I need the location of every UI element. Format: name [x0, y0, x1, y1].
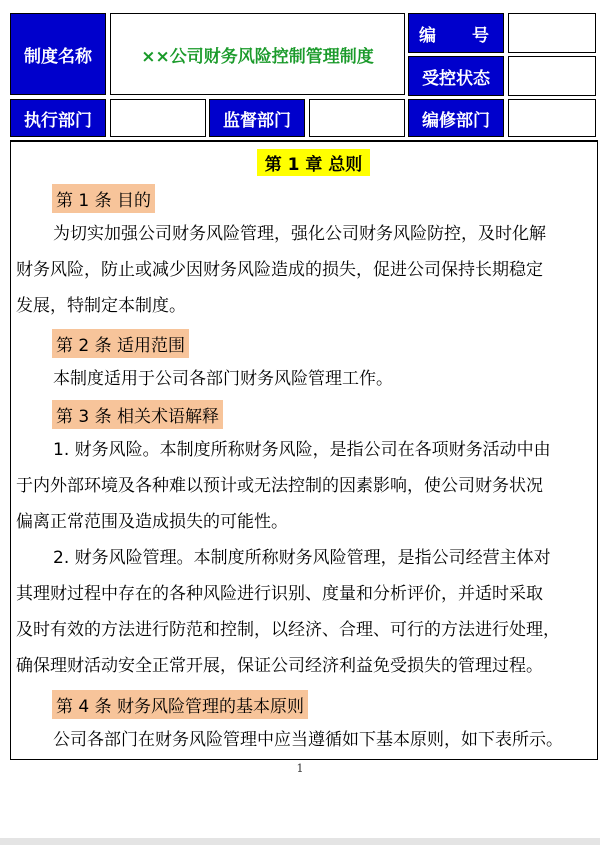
paragraph-purpose: 为切实加强公司财务风险管理，强化公司财务风险防控，及时化解 财务风险，防止或减少因财务风险造成的损失，促进公司保持长期稳定 发展，特制定本制度。 [16, 224, 546, 316]
paragraph-risk-management: 2. 财务风险管理。本制度所称财务风险管理，是指公司经营主体对 其理财过程中存在的各种风险进行识别、度量和分析评价，并适时采取 及时有效的方法进行防范和控制，以经济、合理、可行的方法进行处理， 确保理财活动安全正常开展，保证公司经济利益免受损失的管理过程。 [16, 548, 560, 676]
paragraph-scope: 本制度适用于公司各部门财务风险管理工作。 [53, 369, 393, 389]
page-number: 1 [296, 762, 304, 775]
supervise-dept-label: 监督部门 [209, 99, 305, 137]
control-status-label: 受控状态 [408, 56, 504, 96]
name-label: 制度名称 [10, 13, 106, 95]
paragraph-principles: 公司各部门在财务风险管理中应当遵循如下基本原则，如下表所示。 [53, 730, 563, 750]
control-status-value [508, 56, 596, 96]
chapter-heading: 第 1 章 总则 [257, 149, 370, 176]
number-label: 编 号 [408, 13, 504, 53]
editing-dept-label: 编修部门 [408, 99, 504, 137]
exec-dept-value [110, 99, 206, 137]
article-heading: 第 4 条 财务风险管理的基本原则 [52, 690, 308, 719]
exec-dept-label: 执行部门 [10, 99, 106, 137]
page-bottom-band [0, 838, 600, 845]
editing-dept-value [508, 99, 596, 137]
document-title: ××公司财务风险控制管理制度 [110, 13, 405, 95]
supervise-dept-value [309, 99, 405, 137]
number-value [508, 13, 596, 53]
article-heading: 第 3 条 相关术语解释 [52, 400, 223, 429]
article-heading: 第 2 条 适用范围 [52, 329, 189, 358]
content-box [10, 140, 598, 760]
article-heading: 第 1 条 目的 [52, 184, 155, 213]
paragraph-financial-risk: 1. 财务风险。本制度所称财务风险，是指公司在各项财务活动中由 于内外部环境及各种难以预计或无法控制的因素影响，使公司财务状况 偏离正常范围及造成损失的可能性。 [16, 440, 551, 532]
